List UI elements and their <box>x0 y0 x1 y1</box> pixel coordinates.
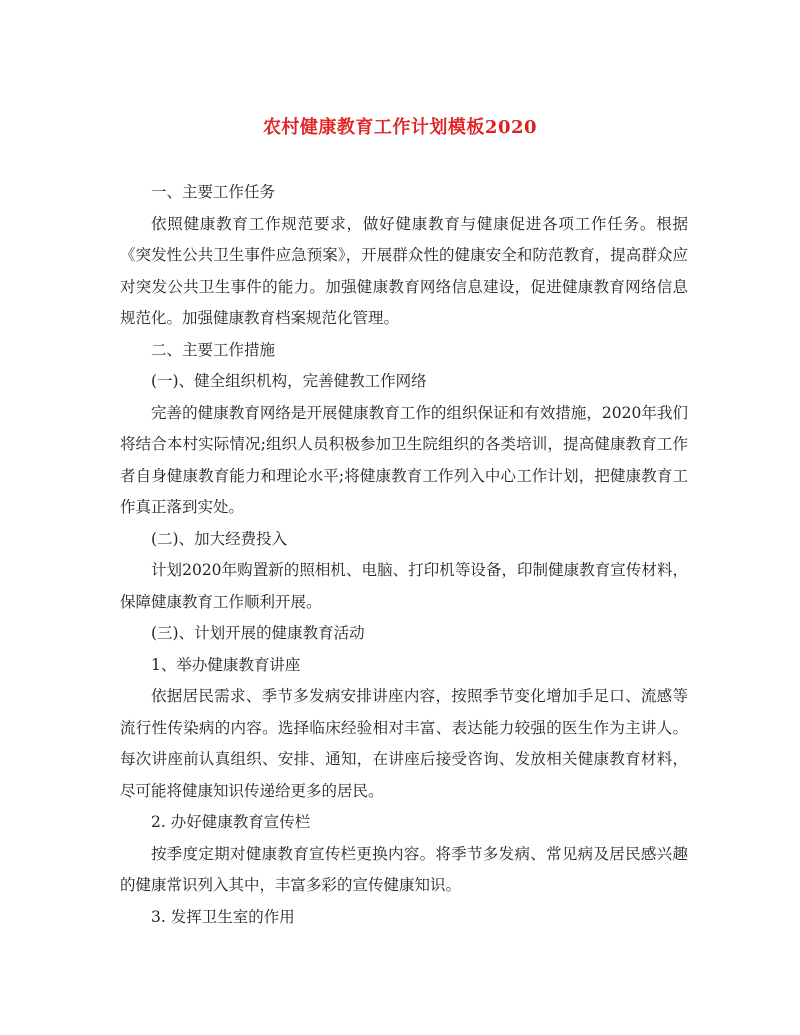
section-heading-main-tasks: 一、主要工作任务 <box>151 183 276 201</box>
document-title: 农村健康教育工作计划模板2020 <box>262 117 538 138</box>
paragraph-lectures: 依据居民需求、季节多发病安排讲座内容，按照季节变化增加手足口、流感等流行性传染病的内容。选择临床经验相对丰富、表达能力较强的医生作为主讲人。每次讲座前认真组织、安排、通知，在讲座后接受咨询、发放相关健康教育材料，尽可能将健康知识传递给更多的居民。 <box>120 687 688 800</box>
item-clinic-role: 3. 发挥卫生室的作用 <box>151 907 295 926</box>
subheading-funding: (二)、加大经费投入 <box>151 529 288 548</box>
subheading-activities: (三)、计划开展的健康教育活动 <box>151 624 365 642</box>
paragraph-organization: 完善的健康教育网络是开展健康教育工作的组织保证和有效措施，2020年我们将结合本村实际情况;组织人员积极参加卫生院组织的各类培训，提高健康教育工作者自身健康教育能力和理论水平;将健康教育工作列入中心工作计划，把健康教育工作真正落到实处。 <box>120 403 688 516</box>
section-heading-main-measures: 二、主要工作措施 <box>151 340 276 359</box>
paragraph-bulletin-board: 按季度定期对健康教育宣传栏更换内容。将季节多发病、常见病及居民感兴趣的健康常识列入其中，丰富多彩的宣传健康知识。 <box>120 844 688 894</box>
paragraph-main-tasks: 依照健康教育工作规范要求，做好健康教育与健康促进各项工作任务。根据《突发性公共卫生事件应急预案》，开展群众性的健康安全和防范教育，提高群众应对突发公共卫生事件的能力。加强健康教育网络信息建设，促进健康教育网络信息规范化。加强健康教育档案规范化管理。 <box>120 214 688 327</box>
subheading-organization: (一)、健全组织机构，完善健教工作网络 <box>151 372 427 390</box>
paragraph-funding: 计划2020年购置新的照相机、电脑、打印机等设备，印制健康教育宣传材料，保障健康教育工作顺利开展。 <box>120 561 688 611</box>
item-lectures: 1、举办健康教育讲座 <box>151 655 301 674</box>
item-bulletin-board: 2. 办好健康教育宣传栏 <box>151 813 311 831</box>
document-body <box>120 177 688 933</box>
